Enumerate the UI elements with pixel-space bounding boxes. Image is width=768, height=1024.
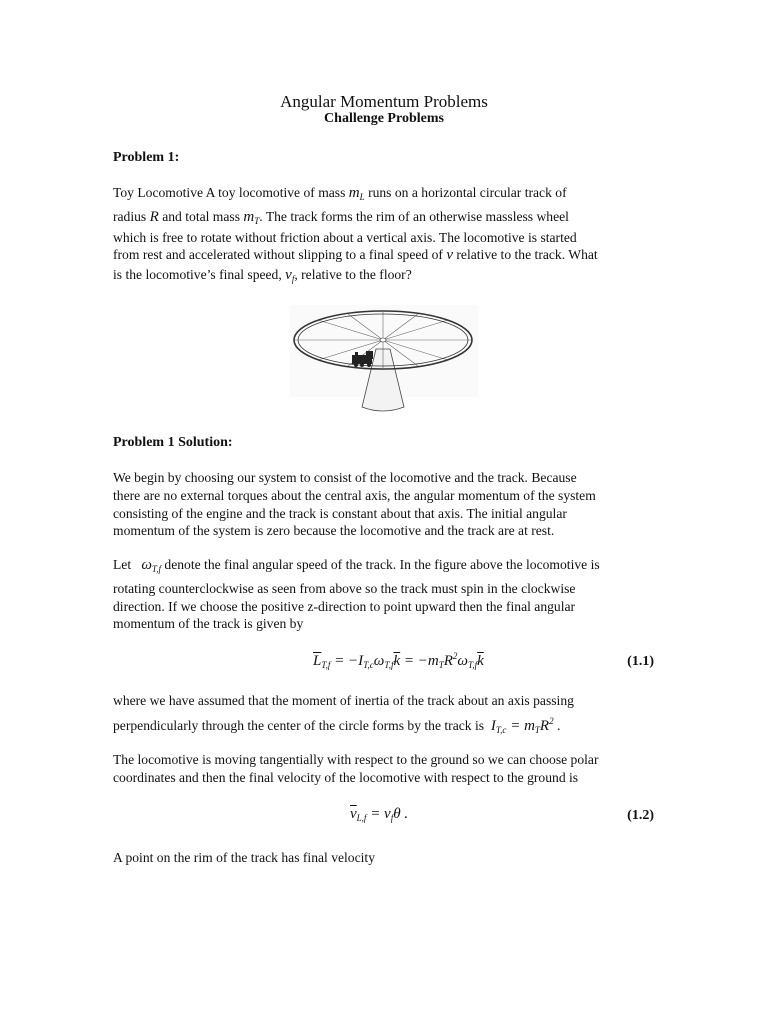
final-speed-symbol: $v_f$ — [285, 267, 295, 284]
solution-p2-line-4: momentum of the track is given by — [113, 616, 304, 631]
solution-p2-line-1: Let $\omega_{T,f}$ denote the final angular speed of the track. In the figure above the locomotive is — [113, 557, 600, 574]
solution-p4-line-1: The locomotive is moving tangentially with respect to the ground so we can choose polar — [113, 752, 599, 767]
solution-p1-line-3: consisting of the engine and the track is constant about that axis. The initial angular — [113, 506, 567, 521]
mass-track-symbol: $m_T$ — [243, 209, 260, 226]
problem-line-5: is the locomotive’s final speed, $v_f$, relative to the floor? — [113, 267, 412, 284]
solution-p5-line-1: A point on the rim of the track has final velocity — [113, 850, 375, 865]
solution-p3-line-2: perpendicularly through the center of the circle forms by the track is $I_{T,c} = m_TR^2$ . — [113, 716, 561, 735]
equation-1-2-number: (1.2) — [627, 808, 654, 823]
page-title: Angular Momentum Problems — [280, 92, 488, 111]
solution-p4-line-2: coordinates and then the final velocity of the locomotive with respect to the ground is — [113, 770, 579, 785]
page-subtitle: Challenge Problems — [324, 111, 444, 126]
moment-of-inertia-expression: $I_{T,c} = m_TR^2$ — [490, 716, 554, 735]
solution-p1-line-4: momentum of the system is zero because the locomotive and the track are at rest. — [113, 523, 555, 538]
equation-1-1: $\overline{L}_{T,f} = -I_{T,c}\omega_{T,f}\overline{k} = -m_TR^2\omega_{T,f}\overline{k}$ — [313, 651, 484, 670]
equation-1-2: $\overline{v}_{L,f} = v_f\theta$ . — [350, 806, 409, 823]
problem-line-4: from rest and accelerated without slipping to a final speed of v relative to the track. What — [113, 247, 598, 263]
problem-line-1: Toy Locomotive A toy locomotive of mass $m_L$ runs on a horizontal circular track of — [113, 185, 567, 202]
solution-p1-line-2: there are no external torques about the central axis, the angular momentum of the system — [113, 488, 596, 503]
mass-locomotive-symbol: $m_L$ — [348, 185, 365, 202]
omega-symbol: $\omega_{T,f}$ — [141, 557, 162, 574]
locomotive-wheel-figure — [286, 303, 482, 415]
solution-p2-line-2: rotating counterclockwise as seen from above so the track must spin in the clockwise — [113, 581, 576, 596]
problem-line-2: radius R and total mass $m_T$. The track forms the rim of an otherwise massless wheel — [113, 209, 569, 226]
solution-p1-line-1: We begin by choosing our system to consist of the locomotive and the track. Because — [113, 470, 577, 485]
solution-p2-line-3: direction. If we choose the positive z-direction to point upward then the final angular — [113, 599, 576, 614]
radius-symbol: R — [149, 209, 159, 225]
speed-symbol: v — [446, 247, 453, 263]
solution-p3-line-1: where we have assumed that the moment of inertia of the track about an axis passing — [113, 693, 574, 708]
problem-heading: Problem 1: — [113, 150, 180, 165]
equation-1-1-number: (1.1) — [627, 654, 654, 669]
problem-line-3: which is free to rotate without friction about a vertical axis. The locomotive is started — [113, 230, 577, 245]
solution-heading: Problem 1 Solution: — [113, 435, 233, 450]
